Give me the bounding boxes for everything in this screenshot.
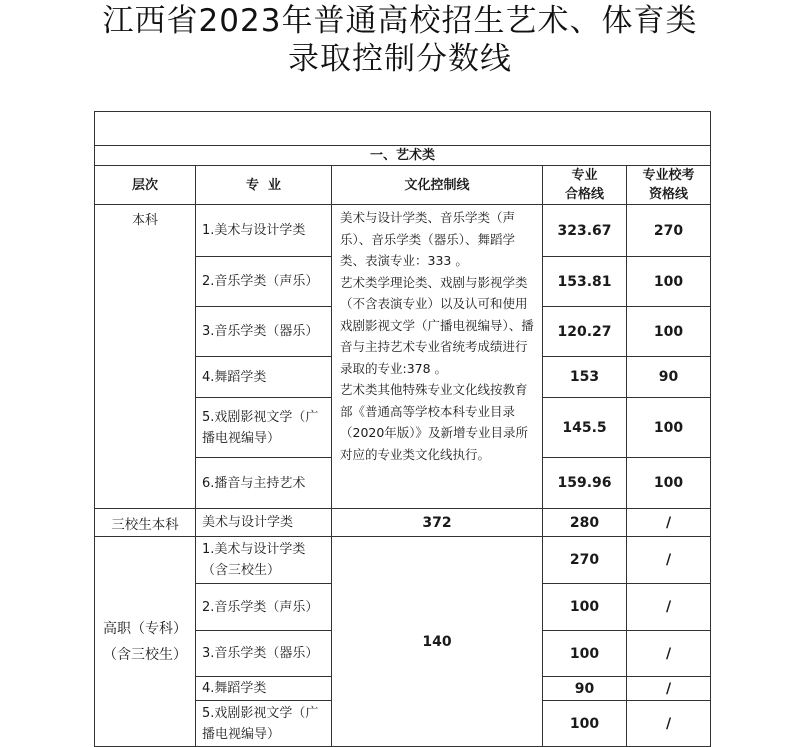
- major-cell: 6.播音与主持艺术: [196, 458, 332, 509]
- prof-score: 90: [543, 677, 627, 701]
- prof-score: 323.67: [543, 205, 627, 257]
- header-school-line1: 专业校考: [642, 168, 695, 183]
- prof-score: 153.81: [543, 257, 627, 307]
- table-row: [95, 537, 711, 584]
- school-score: 90: [627, 357, 711, 398]
- header-school: [627, 166, 711, 205]
- major-cell: 5.戏剧影视文学（广播电视编导）: [196, 701, 332, 747]
- header-school-line2: 资格线: [649, 187, 689, 202]
- page-title-line2: 录取控制分数线: [288, 41, 512, 77]
- school-score: 100: [627, 458, 711, 509]
- control-paragraph: 艺术类其他特殊专业文化线按教育部《普通高等学校本科专业目录（2020年版）》及新增专业目录所对应的专业类文化线执行。: [340, 382, 529, 462]
- table-row: [95, 509, 711, 537]
- major-cell: 1.美术与设计学类（含三校生）: [196, 537, 332, 584]
- culture-score-gaozhi: 140: [332, 537, 543, 747]
- school-score: /: [627, 509, 711, 537]
- school-score: 270: [627, 205, 711, 257]
- header-culture: 文化控制线: [332, 166, 543, 205]
- prof-score: 280: [543, 509, 627, 537]
- major-cell: 4.舞蹈学类: [196, 677, 332, 701]
- header-row: [95, 166, 711, 205]
- header-prof-line1: 专业: [571, 168, 598, 183]
- major-cell: 4.舞蹈学类: [196, 357, 332, 398]
- major-cell: 2.音乐学类（声乐）: [196, 257, 332, 307]
- level-gaozhi: 高职（专科）（含三校生）: [95, 537, 196, 747]
- culture-score: 372: [332, 509, 543, 537]
- school-score: 100: [627, 398, 711, 458]
- school-score: /: [627, 701, 711, 747]
- culture-control-benke: [332, 205, 543, 509]
- major-cell: 2.音乐学类（声乐）: [196, 584, 332, 631]
- control-paragraph: 艺术类学理论类、戏剧与影视学类（不含表演专业）以及认可和使用戏剧影视文学（广播电视编导）、播音与主持艺术专业省统考成绩进行录取的专业:378 。: [340, 274, 534, 376]
- section-title: 一、艺术类: [95, 146, 711, 166]
- header-level: 层次: [95, 166, 196, 205]
- prof-score: 120.27: [543, 307, 627, 357]
- major-cell: 5.戏剧影视文学（广播电视编导）: [196, 398, 332, 458]
- header-major: 专 业: [196, 166, 332, 205]
- school-score: /: [627, 537, 711, 584]
- school-score: 100: [627, 307, 711, 357]
- major-cell: 美术与设计学类: [196, 509, 332, 537]
- score-table: [94, 111, 711, 747]
- school-score: /: [627, 677, 711, 701]
- table-row: [95, 205, 711, 257]
- table-top-blank: [95, 112, 711, 146]
- header-prof: [543, 166, 627, 205]
- prof-score: 100: [543, 701, 627, 747]
- level-sanxiao: 三校生本科: [95, 509, 196, 537]
- prof-score: 159.96: [543, 458, 627, 509]
- major-cell: 3.音乐学类（器乐）: [196, 631, 332, 677]
- prof-score: 100: [543, 584, 627, 631]
- page-title-line1: 江西省2023年普通高校招生艺术、体育类: [102, 3, 698, 39]
- school-score: 100: [627, 257, 711, 307]
- prof-score: 100: [543, 631, 627, 677]
- control-paragraph: 美术与设计学类、音乐学类（声乐）、音乐学类（器乐）、舞蹈学类、表演专业：333 。: [340, 210, 516, 268]
- prof-score: 153: [543, 357, 627, 398]
- prof-score: 145.5: [543, 398, 627, 458]
- prof-score: 270: [543, 537, 627, 584]
- school-score: /: [627, 631, 711, 677]
- level-benke: 本科: [95, 205, 196, 509]
- school-score: /: [627, 584, 711, 631]
- header-prof-line2: 合格线: [564, 187, 604, 202]
- major-cell: 1.美术与设计学类: [196, 205, 332, 257]
- major-cell: 3.音乐学类（器乐）: [196, 307, 332, 357]
